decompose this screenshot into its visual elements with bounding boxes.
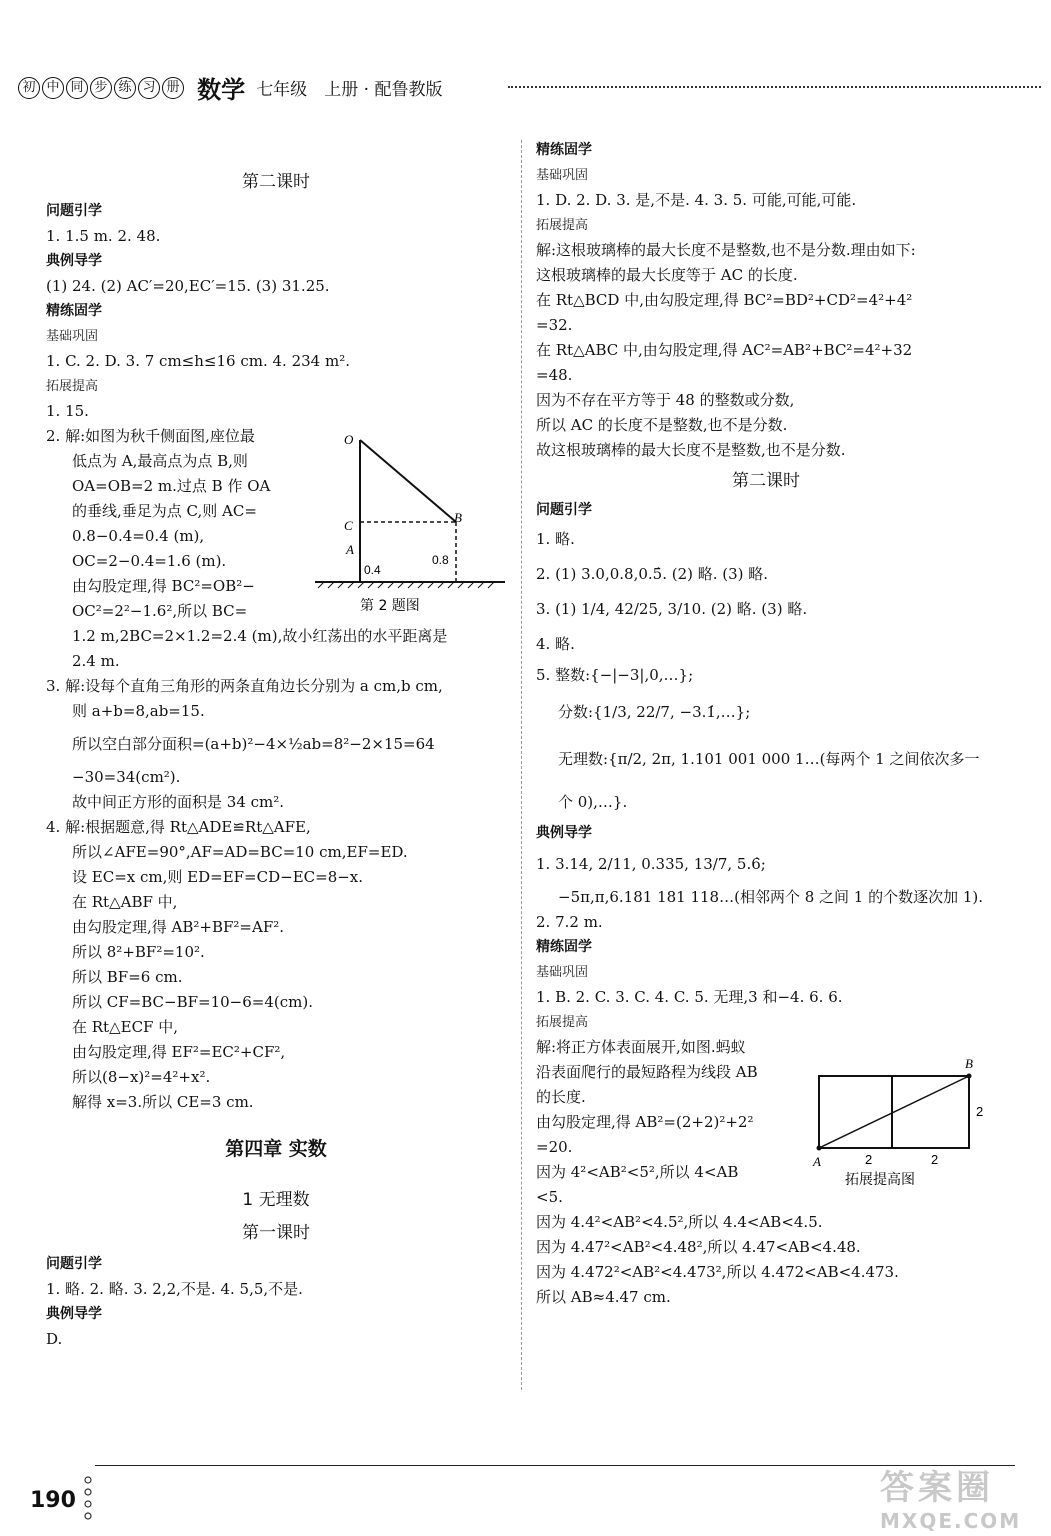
column-divider	[521, 140, 522, 1390]
answer-line: 因为 4.472²<AB²<4.473²,所以 4.472<AB<4.473.	[536, 1263, 899, 1281]
answer-line: 因为 4.4²<AB²<4.5²,所以 4.4<AB<4.5.	[536, 1213, 823, 1231]
answer-line: 所以空白部分面积=(a+b)²−4×½ab=8²−2×15=64	[72, 735, 435, 753]
answer-line: 沿表面爬行的最短路程为线段 AB	[536, 1063, 758, 1081]
answer-line: 故中间正方形的面积是 34 cm².	[72, 793, 285, 811]
answer-line: 1. D. 2. D. 3. 是,不是. 4. 3. 5. 可能,可能,可能.	[536, 191, 857, 209]
footer-ornament	[80, 1470, 96, 1530]
answer-line: 所以∠AFE=90°,AF=AD=BC=10 cm,EF=ED.	[72, 843, 408, 861]
answer-line: 4. 略.	[536, 635, 575, 653]
header-dotted-rule	[508, 86, 1041, 88]
answer-line: −30=34(cm²).	[72, 768, 181, 786]
series-title	[18, 77, 191, 96]
grade-label: 七年级	[256, 80, 308, 100]
answer-line: 个 0),…}.	[558, 793, 628, 811]
label-c: C	[344, 518, 353, 533]
answer-line: OC²=2²−1.6²,所以 BC=	[72, 602, 248, 620]
watermark	[880, 1460, 1040, 1533]
answer-line: 1. 3.14, 2/11, 0.335, 13/7, 5.6̇;	[536, 855, 766, 873]
answer-line: 所以 8²+BF²=10².	[72, 943, 205, 961]
heading-dianli: 典例导学	[536, 825, 592, 841]
subheading-tuozhan: 拓展提高	[536, 1015, 589, 1030]
answer-line: 在 Rt△BCD 中,由勾股定理,得 BC²=BD²+CD²=4²+4²	[536, 291, 913, 309]
answer-line: 1. B. 2. C. 3. C. 4. C. 5. 无理,3 和−4. 6. 6.	[536, 988, 843, 1006]
series-char: 习	[138, 77, 160, 99]
subheading-tuozhan: 拓展提高	[536, 218, 589, 233]
answer-line: 无理数:{π/2, 2π, 1.101 001 000 1…(每两个 1 之间依次多一	[558, 750, 980, 768]
answer-line: 3. (1) 1/4, 42/25, 3/10. (2) 略. (3) 略.	[536, 600, 808, 618]
answer-line: 1. 1.5 m. 2. 48.	[46, 227, 161, 245]
answer-line: 由勾股定理,得 BC²=OB²−	[72, 577, 255, 595]
answer-line: OA=OB=2 m.过点 B 作 OA	[72, 477, 271, 495]
answer-line: 所以 AB≈4.47 cm.	[536, 1288, 671, 1306]
answer-line: 1. 略.	[536, 530, 575, 548]
answer-line: 4. 解:根据题意,得 Rt△ADE≌Rt△AFE,	[46, 818, 311, 836]
chapter-title: 第四章 实数	[225, 1138, 327, 1160]
answer-line: 1. C. 2. D. 3. 7 cm≤h≤16 cm. 4. 234 m².	[46, 352, 350, 370]
answer-line: 解:这根玻璃棒的最大长度不是整数,也不是分数.理由如下:	[536, 241, 916, 259]
answer-line: 在 Rt△ECF 中,	[72, 1018, 178, 1036]
answer-line: 的长度.	[536, 1088, 586, 1106]
answer-line: 低点为 A,最高点为点 B,则	[72, 452, 248, 470]
rope-ob	[360, 440, 456, 522]
heading-jinglian: 精练固学	[536, 142, 592, 158]
watermark-url: MXQE.COM	[880, 1509, 1022, 1533]
series-char: 步	[90, 77, 112, 99]
subheading-tuozhan: 拓展提高	[46, 379, 99, 394]
segment-ab	[819, 1076, 969, 1148]
answer-line: 在 Rt△ABC 中,由勾股定理,得 AC²=AB²+BC²=4²+32	[536, 341, 913, 359]
heading-jinglian: 精练固学	[46, 303, 102, 319]
answer-line: 0.8−0.4=0.4 (m),	[72, 527, 205, 545]
answer-line: 2. 7.2 m.	[536, 913, 603, 931]
figure-caption: 拓展提高图	[845, 1172, 915, 1188]
answer-line: =32.	[536, 316, 573, 334]
point-a	[817, 1146, 822, 1151]
heading-wenti: 问题引学	[46, 1256, 102, 1272]
answer-line: 解得 x=3.所以 CE=3 cm.	[72, 1093, 254, 1111]
answer-line: 因为不存在平方等于 48 的整数或分数,	[536, 391, 795, 409]
answer-line: <5.	[536, 1188, 563, 1206]
footer-rule	[95, 1465, 1015, 1466]
answer-line: 1.2 m,2BC=2×1.2=2.4 (m),故小红荡出的水平距离是	[72, 627, 448, 645]
label-height: 2	[976, 1104, 984, 1119]
answer-line: 2. (1) 3.0,0.8,0.5̇. (2) 略. (3) 略.	[536, 565, 769, 583]
answer-line: 由勾股定理,得 EF²=EC²+CF²,	[72, 1043, 286, 1061]
answer-line: 由勾股定理,得 AB²=(2+2)²+2²	[536, 1113, 754, 1131]
lesson-title: 第二课时	[732, 471, 800, 491]
heading-dianli: 典例导学	[46, 1306, 102, 1322]
heading-wenti: 问题引学	[46, 203, 102, 219]
label-height-b: 0.8	[432, 553, 449, 567]
answer-line: 由勾股定理,得 AB²+BF²=AF².	[72, 918, 285, 936]
section-title: 1 无理数	[242, 1190, 310, 1210]
series-char: 初	[18, 77, 40, 99]
answer-line: 这根玻璃棒的最大长度等于 AC 的长度.	[536, 266, 798, 284]
answer-line: 的垂线,垂足为点 C,则 AC=	[72, 502, 257, 520]
answer-line: 分数:{1/3, 22/7, −3.1̇,…};	[558, 703, 751, 721]
answer-line: 所以 BF=6 cm.	[72, 968, 183, 986]
answer-line: 3. 解:设每个直角三角形的两条直角边长分别为 a cm,b cm,	[46, 677, 443, 695]
heading-jinglian: 精练固学	[536, 939, 592, 955]
answer-line: 因为 4²<AB²<5²,所以 4<AB	[536, 1163, 739, 1181]
subheading-jichu: 基础巩固	[536, 168, 589, 183]
cube-net-diagram	[805, 1056, 995, 1191]
series-char: 同	[66, 77, 88, 99]
point-b	[967, 1074, 972, 1079]
label-o: O	[344, 432, 354, 447]
series-char: 练	[114, 77, 136, 99]
label-height-a: 0.4	[364, 563, 381, 577]
heading-dianli: 典例导学	[46, 253, 102, 269]
page-number: 190	[30, 1488, 76, 1513]
answer-line: 因为 4.47²<AB²<4.48²,所以 4.47<AB<4.48.	[536, 1238, 861, 1256]
label-width-1: 2	[865, 1152, 873, 1167]
watermark-title: 答案圈	[880, 1468, 994, 1508]
label-a: A	[813, 1154, 821, 1169]
series-char: 中	[42, 77, 64, 99]
label-b: B	[965, 1056, 973, 1071]
answer-line: (1) 24. (2) AC′=20,EC′=15. (3) 31.25.	[46, 277, 330, 295]
label-width-2: 2	[931, 1152, 939, 1167]
answer-line: 5. 整数:{−|−3|,0,…};	[536, 666, 694, 684]
answer-line: 1. 略. 2. 略. 3. 2,2,不是. 4. 5,5,不是.	[46, 1280, 303, 1298]
answer-line: 所以(8−x)²=4²+x².	[72, 1068, 211, 1086]
series-char: 册	[162, 77, 184, 99]
label-a: A	[346, 542, 354, 557]
left-column	[46, 170, 506, 1352]
edition-label: 上册 · 配鲁教版	[324, 80, 443, 100]
figure-caption: 第 2 题图	[360, 598, 420, 614]
answer-line: 2.4 m.	[72, 652, 120, 670]
answer-line: 在 Rt△ABF 中,	[72, 893, 178, 911]
page-header	[18, 70, 1051, 104]
answer-line: 故这根玻璃棒的最大长度不是整数,也不是分数.	[536, 441, 846, 459]
answer-line: 2. 解:如图为秋千侧面图,座位最	[46, 427, 255, 445]
answer-line: 设 EC=x cm,则 ED=EF=CD−EC=8−x.	[72, 868, 364, 886]
answer-line: 所以 AC 的长度不是整数,也不是分数.	[536, 416, 788, 434]
subject-title: 数学	[197, 75, 246, 104]
subheading-jichu: 基础巩固	[536, 965, 589, 980]
answer-line: D.	[46, 1330, 63, 1348]
answer-line: 解:将正方体表面展开,如图.蚂蚁	[536, 1038, 746, 1056]
answer-line: =20.	[536, 1138, 573, 1156]
lesson-title: 第一课时	[242, 1223, 310, 1243]
answer-line: −5π,π,6.181 181 118…(相邻两个 8 之间 1 的个数逐次加 1).	[558, 888, 984, 906]
answer-line: 则 a+b=8,ab=15.	[72, 702, 205, 720]
heading-wenti: 问题引学	[536, 502, 592, 518]
swing-diagram	[310, 430, 510, 620]
lesson-title: 第二课时	[242, 172, 310, 192]
subheading-jichu: 基础巩固	[46, 329, 99, 344]
answer-line: OC=2−0.4=1.6 (m).	[72, 552, 227, 570]
answer-line: =48.	[536, 366, 573, 384]
answer-line: 1. 15.	[46, 402, 89, 420]
answer-line: 所以 CF=BC−BF=10−6=4(cm).	[72, 993, 313, 1011]
label-b: B	[454, 510, 462, 525]
